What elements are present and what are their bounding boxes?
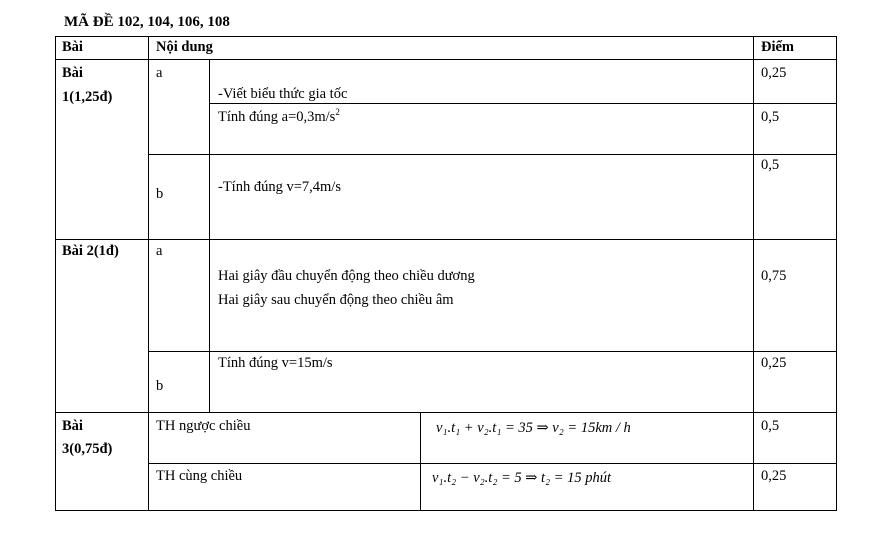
bai3-label-line1: Bài xyxy=(62,418,83,434)
bai1-row3-text: -Tính đúng v=7,4m/s xyxy=(218,179,341,195)
bai1-part-b: b xyxy=(156,186,164,202)
bai2-label: Bài 2(1đ) xyxy=(62,243,119,259)
bai3-row2-score: 0,25 xyxy=(761,468,787,484)
bai1-row2-score: 0,5 xyxy=(761,109,780,125)
bai1-row2-text xyxy=(218,107,340,126)
bai2-row-line xyxy=(149,351,837,352)
bai2-line2: Hai giây sau chuyển động theo chiều âm xyxy=(218,292,454,308)
bai3-row1-formula: v₁.t₁ + v₂.t₁ = 35 ⇒ v₂ = 15km / h xyxy=(436,420,631,436)
table-border-bottom xyxy=(55,510,837,511)
part-col-line-1 xyxy=(209,59,210,240)
bai1-row-line-2 xyxy=(149,154,837,155)
bai3-label-line2: 3(0,75đ) xyxy=(62,441,113,457)
bai1-row2-main: Tính đúng a=0,3m/s xyxy=(218,108,336,125)
document-title: MÃ ĐỀ 102, 104, 106, 108 xyxy=(64,14,230,30)
header-diem: Điểm xyxy=(761,39,795,55)
bai1-row1-text: -Viết biểu thức gia tốc xyxy=(218,86,348,102)
bai1-part-a: a xyxy=(156,65,163,81)
part-col-line-2 xyxy=(209,239,210,413)
table-border-left xyxy=(55,36,56,511)
bai2-part-b: b xyxy=(156,378,164,394)
bai1-row1-score: 0,25 xyxy=(761,65,787,81)
bai1-bottom-line xyxy=(55,239,837,240)
bai2-score-b: 0,25 xyxy=(761,355,787,371)
score-col-line xyxy=(753,36,754,511)
table-border-top xyxy=(55,36,837,37)
bai1-label-line2: 1(1,25đ) xyxy=(62,89,113,105)
bai2-score-a: 0,75 xyxy=(761,268,787,284)
bai-col-line xyxy=(148,36,149,511)
bai2-text-b: Tính đúng v=15m/s xyxy=(218,355,333,371)
bai2-part-a: a xyxy=(156,243,163,259)
bai1-row-line-1 xyxy=(209,103,837,104)
header-bai: Bài xyxy=(62,39,83,55)
bai3-row2-label: TH cùng chiều xyxy=(156,468,243,484)
table-border-right xyxy=(836,36,837,511)
bai1-row2-sup: 2 xyxy=(335,107,340,117)
formula-col-line xyxy=(420,412,421,511)
header-row-line xyxy=(55,59,837,60)
bai3-row1-label: TH ngược chiều xyxy=(156,418,251,434)
bai3-row-line xyxy=(149,463,837,464)
bai2-line1: Hai giây đầu chuyển động theo chiều dương xyxy=(218,268,475,284)
bai1-label-line1: Bài xyxy=(62,65,83,81)
header-noi-dung: Nội dung xyxy=(156,39,213,55)
bai2-bottom-line xyxy=(55,412,837,413)
bai3-row2-formula: v₁.t₂ − v₂.t₂ = 5 ⇒ t₂ = 15 phút xyxy=(432,470,612,486)
bai1-row3-score: 0,5 xyxy=(761,157,780,173)
bai3-row1-score: 0,5 xyxy=(761,418,780,434)
